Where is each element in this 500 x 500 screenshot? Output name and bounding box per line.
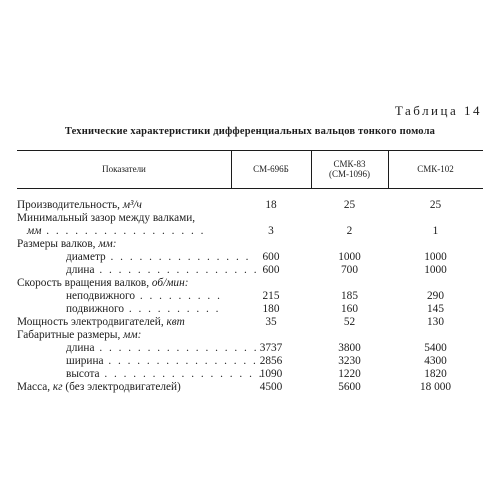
row-value-col3: 25 [429, 199, 442, 211]
row-label [17, 355, 258, 367]
table-row [17, 264, 483, 276]
row-value-col3: 5400 [424, 342, 447, 354]
row-label-text: Мощность электродвигателей, [17, 316, 167, 328]
row-value-col1: 4500 [259, 381, 283, 393]
table-row [17, 303, 483, 315]
row-value-col2: 700 [341, 264, 358, 276]
leader-dots: . . . . . . . . . . . . . . . [105, 251, 251, 263]
row-label [17, 316, 231, 328]
row-label-text: подвижного [66, 303, 124, 315]
row-label-text: длина [66, 264, 95, 276]
row-label-text: диаметр [66, 251, 106, 263]
row-label-text: ширина [66, 355, 104, 367]
row-value-col1: 2856 [259, 355, 283, 367]
row-unit: квт [166, 316, 185, 328]
row-value-col2: 52 [343, 316, 356, 328]
row-unit: об/мин: [151, 277, 189, 289]
row-value-col2: 3800 [338, 342, 361, 354]
header-col-sm696b: СМ-696Б [253, 164, 289, 174]
table-row [17, 368, 483, 380]
leader-dots: . . . . . . . . . . . . . . . . [103, 355, 258, 367]
leader-dots: . . . . . . . . . . [124, 303, 221, 315]
row-value-col2: 160 [341, 303, 358, 315]
row-value-col3: 1 [432, 225, 439, 237]
row-unit: мм: [98, 238, 117, 250]
table-row [17, 355, 483, 367]
row-label-text: Скорость вращения валков, [17, 277, 152, 289]
leader-dots: . . . . . . . . . . . . . . . . . [99, 368, 264, 380]
row-label-text: Масса, [17, 381, 53, 393]
row-value-col2: 1220 [338, 368, 361, 380]
table-row [17, 238, 483, 250]
table-row [17, 290, 483, 302]
row-value-col3: 1000 [424, 251, 447, 263]
row-label-suffix: (без электродвигателей) [62, 381, 181, 393]
row-value-col1: 18 [265, 199, 277, 211]
row-unit: мм: [123, 329, 142, 341]
table-row [17, 329, 483, 341]
row-label [17, 212, 231, 224]
row-value-col3: 290 [427, 290, 444, 302]
row-value-col3: 1000 [424, 264, 447, 276]
row-label [17, 342, 259, 354]
row-value-col1: 180 [262, 303, 280, 315]
row-unit: м³/ч [122, 199, 142, 211]
leader-dots: . . . . . . . . . . . . . . . . . [94, 342, 259, 354]
row-unit: кг [52, 381, 63, 393]
leader-dots: . . . . . . . . . . . . . . . . . [94, 264, 259, 276]
row-value-col1: 215 [262, 290, 280, 302]
header-col-smk83-line1: СМК-83 [333, 159, 366, 169]
row-value-col2: 25 [343, 199, 356, 211]
header-col-smk83 [311, 150, 388, 188]
table-title: Технические характеристики дифференциальных вальцов тонкого помола [64, 126, 436, 137]
header-indicator: Показатели [102, 164, 146, 174]
leader-dots: . . . . . . . . . . . . . . . . . [41, 225, 206, 237]
row-label [17, 277, 231, 289]
row-value-col3: 4300 [424, 355, 447, 367]
table-row [17, 277, 483, 289]
row-label-text: Габаритные размеры, [17, 329, 124, 341]
row-value-col1: 3737 [259, 342, 283, 354]
row-value-col3: 1820 [424, 368, 447, 380]
row-label [17, 251, 251, 263]
row-label [17, 329, 231, 341]
table-row [17, 316, 483, 328]
row-label [17, 368, 264, 380]
row-value-col2: 2 [346, 225, 353, 237]
table-row [17, 225, 483, 237]
row-value-col1: 600 [262, 251, 280, 263]
table-row [17, 199, 483, 211]
row-label [17, 238, 231, 250]
row-value-col1: 35 [265, 316, 277, 328]
table-header-rule [17, 188, 483, 189]
table-row [17, 251, 483, 263]
table-row [17, 212, 483, 224]
header-col-smk102: СМК-102 [417, 164, 454, 174]
row-value-col1: 3 [268, 225, 274, 237]
row-value-col2: 3230 [338, 355, 361, 367]
row-label [17, 264, 259, 276]
row-value-col3: 130 [427, 316, 444, 328]
row-value-col2: 185 [341, 290, 358, 302]
row-value-col3: 18 000 [419, 381, 452, 393]
row-label [17, 290, 231, 302]
row-value-col2: 5600 [338, 381, 361, 393]
row-label [17, 303, 231, 315]
table-row [17, 342, 483, 354]
table-row [17, 381, 483, 393]
leader-dots: . . . . . . . . . [135, 290, 222, 302]
row-label-text: Минимальный зазор между валками, [17, 212, 196, 224]
row-label-text: Производительность, [17, 199, 123, 211]
row-label-text: неподвижного [66, 290, 136, 302]
row-label [17, 381, 231, 393]
row-value-col3: 145 [427, 303, 444, 315]
table-number: Таблица 14 [394, 103, 482, 118]
header-col-smk83-line2: (СМ-1096) [329, 169, 370, 179]
row-label [17, 225, 231, 237]
row-label-text: высота [66, 368, 100, 380]
row-unit: мм [27, 225, 42, 237]
row-label-text: длина [66, 342, 95, 354]
row-label-text: Размеры валков, [17, 238, 99, 250]
row-value-col2: 1000 [338, 251, 361, 263]
row-value-col1: 1090 [259, 368, 283, 380]
row-label [17, 199, 231, 211]
row-value-col1: 600 [262, 264, 280, 276]
